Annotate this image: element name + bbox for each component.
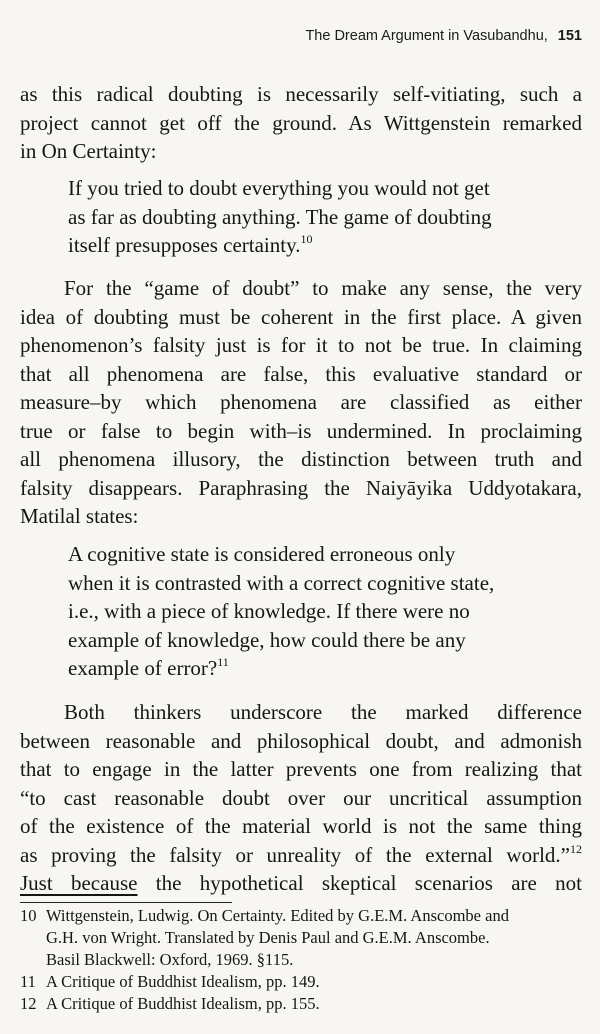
running-title: The Dream Argument in Vasubandhu,: [305, 28, 548, 44]
footnote-line: A Critique of Buddhist Idealism, pp. 155.: [46, 994, 320, 1013]
footnote-11: [20, 971, 590, 993]
text-line: that all phenomena are false, this evaluative standard or: [20, 361, 582, 386]
text-line: all phenomena illusory, the distinction between truth and: [20, 447, 582, 471]
footnote-number: 11: [20, 972, 36, 991]
footnote-ref-10[interactable]: 10: [300, 232, 313, 246]
paragraph-2: [20, 274, 582, 531]
text-line: “to cast reasonable doubt over our uncritical assumption: [20, 785, 582, 810]
footnote-line: A Critique of Buddhist Idealism, pp. 149.: [46, 972, 320, 991]
footnotes: [20, 905, 590, 1015]
text-line: that to engage in the latter prevents one from realizing that: [20, 757, 582, 781]
underlined-phrase: Just because: [20, 871, 138, 895]
quote-line: A cognitive state is considered erroneous only: [68, 542, 456, 566]
paragraph-3: [20, 698, 582, 898]
quote-line: example of error?: [68, 656, 218, 680]
text-line: falsity disappears. Paraphrasing the Naiyāyika Uddyotakara,: [20, 475, 582, 500]
text-line: project cannot get off the ground. As Wittgenstein remarked: [20, 110, 582, 135]
footnote-line: Basil Blackwell: Oxford, 1969. §115.: [46, 950, 294, 969]
footnote-number: 10: [20, 906, 37, 925]
text-line: in On Certainty:: [20, 139, 157, 163]
block-quote-1: [68, 174, 538, 260]
running-head: [20, 28, 582, 44]
text-line: idea of doubting must be coherent in the first place. A given: [20, 304, 582, 329]
footnote-10: [20, 905, 590, 971]
paragraph-1: [20, 80, 582, 166]
quote-line: itself presupposes certainty.: [68, 233, 301, 257]
text-line: true or false to begin with–is undermined. In proclaiming: [20, 418, 582, 443]
quote-line: example of knowledge, how could there be any: [68, 627, 466, 652]
footnote-line: Wittgenstein, Ludwig. On Certainty. Edited by G.E.M. Anscombe and: [46, 906, 509, 925]
footnote-12: [20, 993, 590, 1015]
quote-line: i.e., with a piece of knowledge. If there were no: [68, 599, 470, 623]
quote-line: If you tried to doubt everything you would not get: [68, 176, 490, 200]
footnote-line: G.H. von Wright. Translated by Denis Paul and G.E.M. Anscombe.: [46, 928, 490, 947]
text-line: as proving the falsity or unreality of the external world.”: [20, 842, 570, 867]
text-line: phenomenon’s falsity just is for it to not be true. In claiming: [20, 333, 582, 357]
text-line: Both thinkers underscore the marked difference: [64, 700, 582, 724]
page-number: 151: [557, 28, 582, 44]
footnote-ref-12[interactable]: 12: [570, 841, 582, 856]
text-line: between reasonable and philosophical doubt, and admonish: [20, 728, 582, 753]
text-line: For the “game of doubt” to make any sense, the very: [64, 276, 582, 300]
text-line: the hypothetical skeptical scenarios are not: [137, 871, 582, 895]
text-line: Matilal states:: [20, 504, 139, 528]
quote-line: when it is contrasted with a correct cognitive state,: [68, 570, 495, 595]
block-quote-2: [68, 540, 546, 683]
text-line: as this radical doubting is necessarily self-vitiating, such a: [20, 82, 582, 106]
text-line: measure–by which phenomena are classified as either: [20, 390, 582, 414]
quote-line: as far as doubting anything. The game of doubting: [68, 204, 492, 229]
footnote-divider: [20, 902, 232, 903]
text-line: of the existence of the material world is not the same thing: [20, 814, 582, 838]
footnote-ref-11[interactable]: 11: [217, 655, 229, 669]
footnote-number: 12: [20, 994, 37, 1013]
